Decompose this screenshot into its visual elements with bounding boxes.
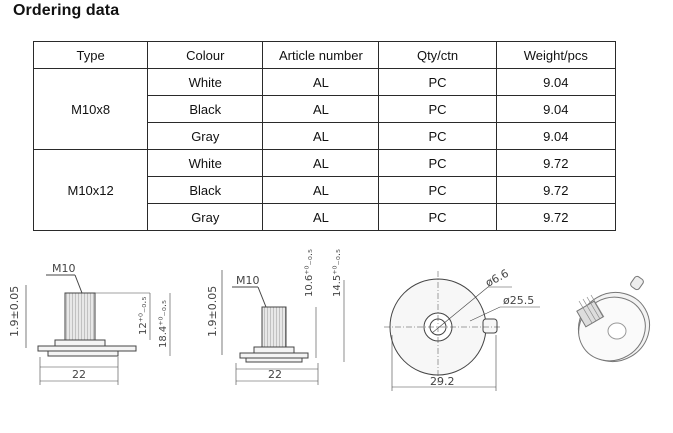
- article-cell: AL: [263, 150, 379, 177]
- colour-cell: Gray: [148, 204, 263, 231]
- weight-cell: 9.72: [496, 204, 615, 231]
- table-header-row: [34, 42, 616, 69]
- table-row: [34, 150, 616, 177]
- colour-cell: White: [148, 69, 263, 96]
- side-view-m10x8: [8, 262, 170, 385]
- table-row: [34, 69, 616, 96]
- side-view-m10x12: [206, 249, 344, 385]
- dim-total-height-2: 14.5⁺⁰₋₀.₅: [332, 248, 343, 297]
- dim-inner-diameter: ø6.6: [483, 266, 511, 290]
- technical-drawings: [0, 235, 673, 433]
- product-render: [566, 275, 662, 374]
- type-cell: M10x8: [34, 69, 148, 150]
- page-title: Ordering data: [13, 2, 120, 19]
- weight-cell: 9.04: [496, 96, 615, 123]
- dim-height-1: 1.9±0.05: [8, 285, 21, 337]
- dim-thread-length-2: 10.6⁺⁰₋₀.₅: [304, 248, 315, 297]
- weight-cell: 9.72: [496, 177, 615, 204]
- colour-cell: Black: [148, 177, 263, 204]
- colour-cell: Black: [148, 96, 263, 123]
- dim-total-height-1: 18.4⁺⁰₋₀.₅: [158, 299, 169, 348]
- dim-width-1: 22: [72, 368, 86, 381]
- thread-label-2: M10: [236, 274, 260, 287]
- dim-width-2: 22: [268, 368, 282, 381]
- type-cell: M10x12: [34, 150, 148, 231]
- colour-cell: White: [148, 150, 263, 177]
- article-cell: AL: [263, 96, 379, 123]
- header-qty-ctn: Qty/ctn: [379, 42, 496, 69]
- qty-cell: PC: [379, 123, 496, 150]
- colour-cell: Gray: [148, 123, 263, 150]
- dim-outer-diameter: ø25.5: [503, 294, 535, 307]
- weight-cell: 9.04: [496, 69, 615, 96]
- article-cell: AL: [263, 204, 379, 231]
- article-cell: AL: [263, 177, 379, 204]
- qty-cell: PC: [379, 177, 496, 204]
- header-type: Type: [34, 42, 148, 69]
- qty-cell: PC: [379, 69, 496, 96]
- top-view: [384, 267, 540, 391]
- qty-cell: PC: [379, 96, 496, 123]
- ordering-table: [33, 41, 616, 231]
- article-cell: AL: [263, 123, 379, 150]
- qty-cell: PC: [379, 204, 496, 231]
- weight-cell: 9.72: [496, 150, 615, 177]
- dim-height-2: 1.9±0.05: [206, 285, 219, 337]
- header-article-number: Article number: [263, 42, 379, 69]
- thread-label-1: M10: [52, 262, 76, 275]
- article-cell: AL: [263, 69, 379, 96]
- qty-cell: PC: [379, 150, 496, 177]
- dim-width-3: 29.2: [430, 375, 455, 388]
- header-weight-pcs: Weight/pcs: [496, 42, 615, 69]
- weight-cell: 9.04: [496, 123, 615, 150]
- header-colour: Colour: [148, 42, 263, 69]
- dim-thread-length-1: 12⁺⁰₋₀.₅: [138, 296, 149, 335]
